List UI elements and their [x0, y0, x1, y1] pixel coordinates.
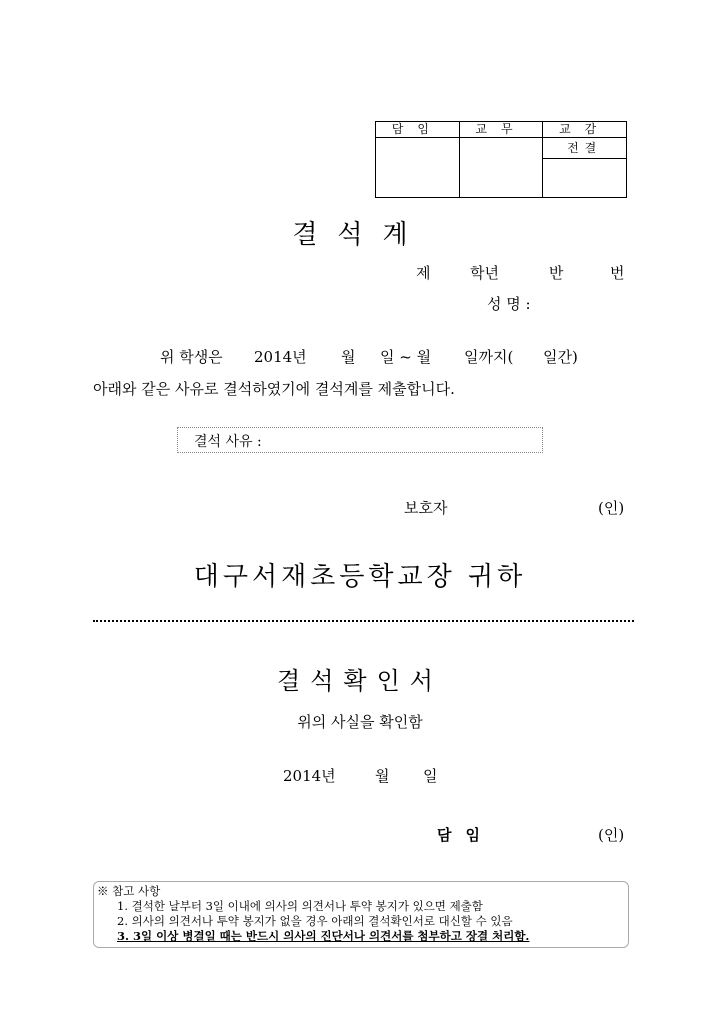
approval-delegated-label: 전결 [543, 138, 626, 159]
approval-header-academic: 교무 [459, 122, 543, 138]
homeroom-teacher-label: 담임 [437, 826, 494, 844]
body-year: 2014년 [254, 348, 307, 366]
confirmation-title: 결석확인서 [277, 667, 443, 695]
approval-header-vice-principal: 교감 [543, 122, 627, 138]
body-day-start: 일 ~ 월 [380, 348, 432, 366]
confirmation-year: 2014년 [283, 767, 336, 785]
approval-sign-homeroom[interactable] [376, 138, 460, 198]
cut-line-divider [93, 620, 634, 622]
notes-title: ※ 참고 사항 [97, 884, 161, 898]
page-title: 결석계 [292, 220, 428, 250]
approval-header-homeroom: 담임 [376, 122, 460, 138]
body-statement: 아래와 같은 사유로 결석하였기에 결석계를 제출합니다. [93, 380, 455, 398]
guardian-seal: (인) [598, 499, 625, 517]
body-until: 일까지( [464, 348, 514, 366]
grade-label: 학년 [470, 264, 499, 282]
teacher-seal: (인) [598, 826, 625, 844]
guardian-label: 보호자 [404, 499, 448, 517]
class-label: 반 [549, 264, 564, 282]
body-prefix: 위 학생은 [160, 348, 223, 366]
name-label: 성 명 : [487, 295, 531, 313]
note-item: 3. 3일 이상 병결일 때는 반드시 의사의 진단서나 의견서를 첨부하고 장결 처리함. [117, 929, 530, 943]
absence-reason-label: 결석 사유 : [194, 434, 262, 450]
note-item: 2. 의사의 의견서나 투약 봉지가 없을 경우 아래의 결석확인서로 대신할 수 있음 [117, 914, 513, 928]
body-days: 일간) [543, 348, 578, 366]
confirmation-day: 일 [423, 767, 438, 785]
grade-prefix: 제 [416, 264, 431, 282]
note-item: 1. 결석한 날부터 3일 이내에 의사의 의견서나 투약 봉지가 있으면 제출함 [117, 899, 483, 913]
addressee: 대구서재초등학교장 귀하 [193, 562, 527, 592]
number-label: 번 [610, 264, 625, 282]
approval-table [375, 121, 627, 198]
confirmation-text: 위의 사실을 확인함 [297, 713, 423, 731]
confirmation-month: 월 [375, 767, 390, 785]
body-month-start: 월 [341, 348, 356, 366]
approval-sign-academic[interactable] [459, 138, 543, 198]
approval-sign-vice-principal[interactable] [543, 138, 627, 198]
